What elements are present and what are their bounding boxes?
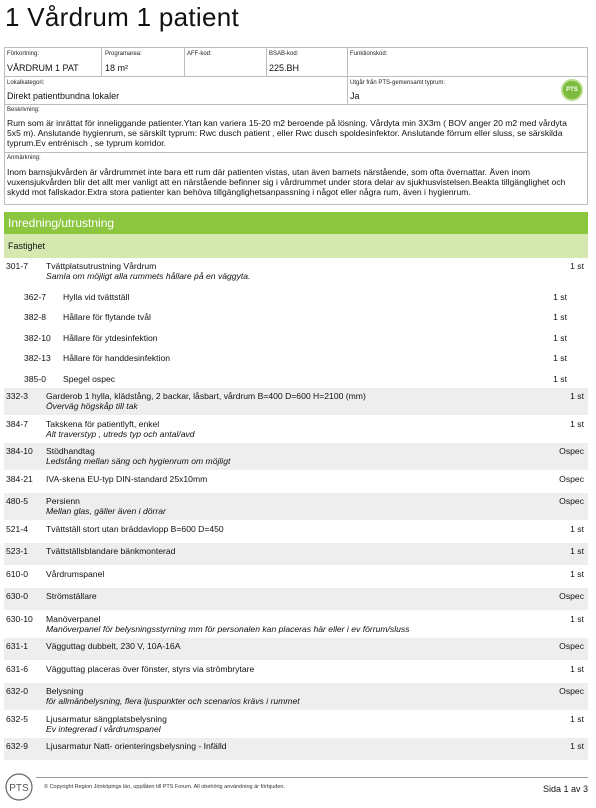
- table-row: [4, 566, 588, 589]
- row-code: 480-5: [6, 496, 28, 506]
- row-quantity: 1 st: [553, 353, 567, 363]
- funktionskod-label: Funktionskod:: [350, 51, 388, 57]
- subsection-header: Fastighet: [4, 234, 588, 258]
- equipment-list: [4, 258, 588, 761]
- row-code: 385-0: [24, 373, 46, 384]
- row-name: Tvättställ stort utan bräddavlopp B=600 D=450: [46, 523, 224, 534]
- row-quantity: 1 st: [570, 713, 584, 724]
- row-quantity: 1 st: [553, 291, 567, 302]
- meta-row-category: [4, 77, 588, 105]
- row-code: 382-8: [24, 312, 46, 322]
- row-code: 301-7: [6, 261, 28, 271]
- row-name: Strömställare: [46, 591, 97, 601]
- table-row: [4, 347, 588, 368]
- section-header: Inredning/utrustning: [4, 212, 588, 234]
- row-quantity: 1 st: [570, 546, 584, 556]
- row-name: Garderob 1 hylla, klädstång, 2 backar, låsbart, vårdrum B=400 D=600 H=2100 (mm): [46, 391, 366, 401]
- table-row: [4, 471, 588, 494]
- row-quantity: 1 st: [570, 391, 584, 401]
- row-name: Hållare för ytdesinfektion: [63, 332, 158, 343]
- row-name: Tvättplatsutrustning Vårdrum: [46, 261, 157, 271]
- row-name: Vårdrumspanel: [46, 568, 105, 579]
- row-name: Hylla vid tvättställ: [63, 291, 130, 302]
- row-code: 362-7: [24, 291, 46, 302]
- row-quantity: 1 st: [570, 663, 584, 674]
- row-code: 332-3: [6, 391, 28, 401]
- programarea-value: 18 m²: [105, 63, 129, 73]
- table-row: [4, 588, 588, 611]
- row-name: Hållare för flytande tvål: [63, 312, 151, 322]
- row-quantity: 1 st: [570, 613, 584, 624]
- table-row: [4, 638, 588, 661]
- row-code: 632-9: [6, 741, 28, 751]
- copyright-text: © Copyright Region Jönköpings län, upplåten till PTS Forum. All obehörig användning är förbjuden.: [44, 784, 286, 790]
- row-note: Mellan glas, gäller även i dörrar: [46, 506, 166, 516]
- table-row: [4, 306, 588, 327]
- forkortning-value: VÅRDRUM 1 PAT: [7, 63, 79, 73]
- footer-divider: [36, 777, 588, 778]
- row-name: Spegel ospec: [63, 373, 116, 384]
- row-code: 523-1: [6, 546, 28, 556]
- row-quantity: 1 st: [570, 418, 584, 429]
- row-note: för allmänbelysning, flera ljuspunkter och scenarios krävs i rummet: [46, 696, 300, 706]
- forkortning-label: Förkortning:: [7, 51, 40, 57]
- row-quantity: Ospec: [559, 446, 584, 456]
- row-note: Ledstång mellan säng och hygienrum om möjligt: [46, 456, 231, 466]
- table-row: [4, 521, 588, 544]
- table-row: [4, 661, 588, 684]
- row-quantity: 1 st: [570, 261, 584, 271]
- row-name: Vägguttag dubbelt, 230 V, 10A-16A: [46, 641, 181, 651]
- table-row: [4, 286, 588, 307]
- table-row: [4, 416, 588, 444]
- row-quantity: Ospec: [559, 473, 584, 484]
- pts-badge-icon: PTS: [561, 79, 583, 101]
- anmarkning-text: Inom barnsjukvården är vårdrummet inte bara ett rum där patienten vistas, utan även barnets närstående, som ofta övernattar. Även inom vuxensjukvården blir det allt mer vanligt att en närstående befinner sig i vårdrummet under stora delar av sjukhusvistelsen.Beakta tillgänglighet och skydd mot fallskador.Extra stora patienter kan behöva tillgänglighetsanpassning i något eller några rum, även i hygienrum.: [7, 167, 566, 197]
- row-quantity: 1 st: [553, 332, 567, 343]
- table-row: [4, 611, 588, 639]
- beskrivning-label: Beskrivning:: [7, 107, 40, 113]
- table-row: [4, 683, 588, 711]
- row-note: Ev integrerad i vårdrumspanel: [46, 723, 161, 734]
- row-name: Ljusarmatur sängplatsbelysning: [46, 713, 167, 724]
- table-row: [4, 388, 588, 416]
- row-quantity: Ospec: [559, 591, 584, 601]
- utgar-label: Utgår från PTS-gemensamt typrum:: [350, 80, 446, 86]
- bsab-value: 225.BH: [269, 63, 300, 73]
- programarea-label: Programarea:: [105, 51, 142, 57]
- row-code: 631-6: [6, 663, 28, 674]
- row-name: Persienn: [46, 496, 80, 506]
- table-row: [4, 258, 588, 286]
- row-note: Alt traverstyp , utreds typ och antal/avd: [46, 428, 195, 439]
- page-number: Sida 1 av 3: [542, 784, 588, 794]
- lokalkategori-label: Lokalkategori:: [7, 80, 45, 86]
- row-quantity: 1 st: [570, 523, 584, 534]
- row-quantity: 1 st: [553, 373, 567, 384]
- table-row: [4, 327, 588, 348]
- table-row: [4, 738, 588, 761]
- row-note: Överväg högskåp till tak: [46, 401, 138, 411]
- row-code: 384-10: [6, 446, 33, 456]
- table-row: [4, 543, 588, 566]
- row-note: Samla om möjligt alla rummets hållare på en väggyta.: [46, 271, 251, 281]
- lokalkategori-value: Direkt patientbundna lokaler: [7, 91, 120, 101]
- row-code: 630-0: [6, 591, 28, 601]
- beskrivning-text: Rum som är inrättat för inneliggande patienter.Ytan kan variera 15-20 m2 beroende på lösning. Vårdyta min 3X3m ( BOV anger 20 m2 med vårdyta 5x5 m). Anslutande hygienrum, se särskilt typrum: Rwc dusch patient , eller Rwc dusch spoldesinfektor. Anslutande förrum eller sluss, se särskilda typrum.Ev entrénisch , se typrum korridor.: [7, 118, 567, 148]
- row-code: 610-0: [6, 568, 28, 579]
- row-note: Manöverpanel för belysningsstyrning mm för personalen kan placeras här eller i ev förrum/sluss: [46, 623, 410, 634]
- beskrivning-box: [4, 105, 588, 153]
- row-name: Stödhandtag: [46, 446, 95, 456]
- bsab-label: BSAB-kod:: [269, 51, 299, 57]
- row-code: 631-1: [6, 641, 28, 651]
- table-row: [4, 368, 588, 389]
- row-quantity: Ospec: [559, 641, 584, 651]
- row-quantity: Ospec: [559, 496, 584, 506]
- row-name: Belysning: [46, 686, 84, 696]
- row-code: 630-10: [6, 613, 33, 624]
- row-quantity: 1 st: [553, 312, 567, 322]
- row-code: 632-5: [6, 713, 28, 724]
- row-code: 521-4: [6, 523, 28, 534]
- row-name: Ljusarmatur Natt- orienteringsbelysning - Infälld: [46, 741, 227, 751]
- table-row: [4, 711, 588, 739]
- utgar-value: Ja: [350, 91, 360, 101]
- row-name: IVA-skena EU-typ DIN-standard 25x10mm: [46, 473, 208, 484]
- row-quantity: 1 st: [570, 741, 584, 751]
- table-row: [4, 443, 588, 471]
- pts-logo-text: PTS: [9, 783, 29, 794]
- row-name: Manöverpanel: [46, 613, 101, 624]
- row-code: 384-7: [6, 418, 28, 429]
- anmarkning-label: Anmärkning:: [7, 155, 41, 161]
- row-name: Vägguttag placeras över fönster, styrs via strömbrytare: [46, 663, 255, 674]
- row-code: 382-10: [24, 332, 51, 343]
- row-quantity: Ospec: [559, 686, 584, 696]
- table-row: [4, 493, 588, 521]
- anmarkning-box: [4, 153, 588, 205]
- row-code: 382-13: [24, 353, 51, 363]
- aff-label: AFF-kod:: [187, 51, 212, 57]
- row-quantity: 1 st: [570, 568, 584, 579]
- page-title: 1 Vårdrum 1 patient: [5, 2, 240, 32]
- row-name: Takskena för patientlyft, enkel: [46, 418, 160, 429]
- row-code: 632-0: [6, 686, 28, 696]
- pts-logo-icon: [4, 772, 34, 802]
- row-name: Hållare för handdesinfektion: [63, 353, 171, 363]
- row-name: Tvättställsblandare bänkmonterad: [46, 546, 176, 556]
- row-code: 384-21: [6, 473, 33, 484]
- meta-row-codes: [4, 47, 588, 77]
